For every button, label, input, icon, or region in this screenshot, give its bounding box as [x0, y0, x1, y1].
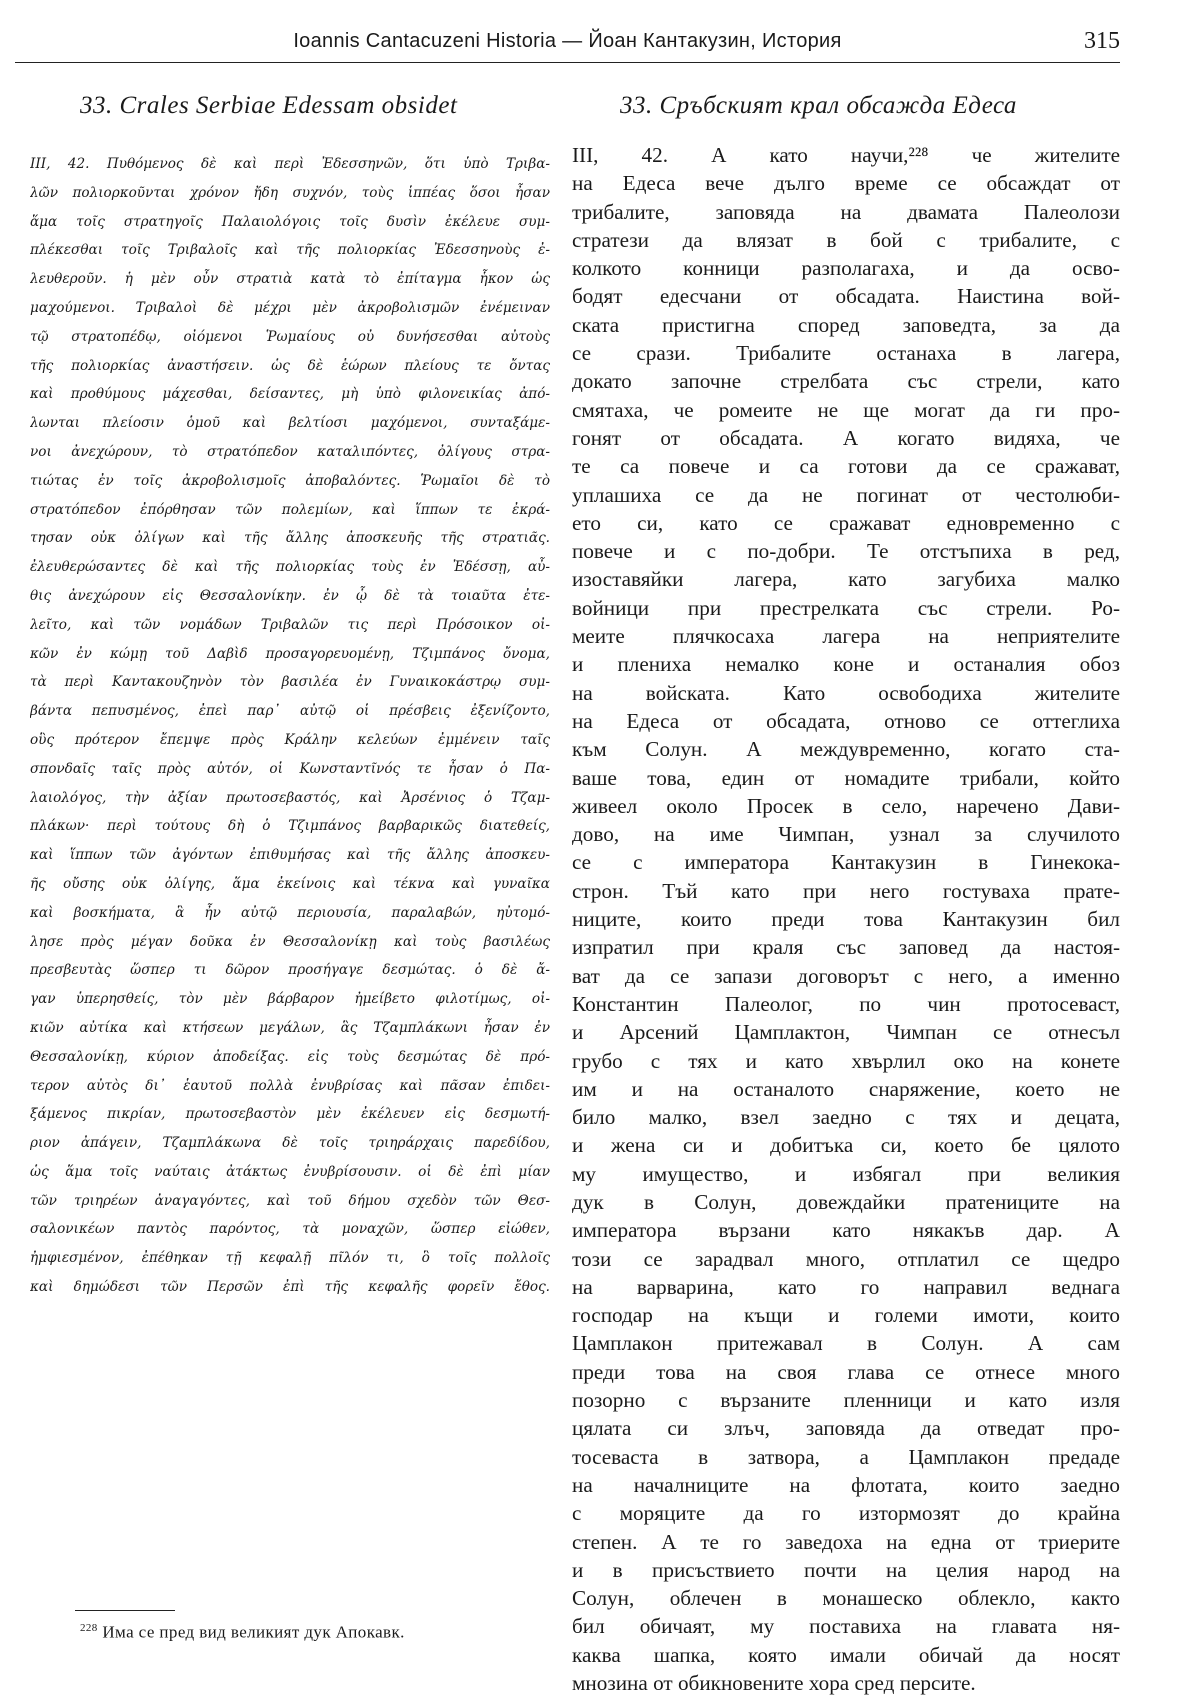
- bulgarian-text-line: те са повече и са готови да се сражават,: [572, 454, 1120, 479]
- greek-text-line: III, 42. Πυθόμενος δὲ καὶ περὶ Ἐδεσσηνῶν, ὅτι ὑπὸ Τριβα-: [30, 156, 550, 172]
- bulgarian-text-line: им и на останалото снаряжение, което не: [572, 1076, 1120, 1101]
- bulgarian-text-line: смятаха, че ромеите не ще могат да ги про-: [572, 397, 1120, 422]
- running-title: Ioannis Cantacuzeni Historia — Йоан Кантакузин, История: [293, 30, 842, 52]
- greek-text-line: ριον ἀπάγειν, Τζαμπλάκωνα δὲ τοῖς τριηράρχαις παρεδίδου,: [30, 1135, 550, 1152]
- bulgarian-text-line: цялата си злъч, заповяда да отведат про-: [572, 1416, 1120, 1441]
- greek-text-line: βάντα πεπυσμένος, ἐπεὶ παρ᾽ αὐτῷ οἱ πρέσβεις ἐξενίζοντο,: [30, 703, 550, 720]
- bulgarian-text-line: войници при престрелката със стрели. Ро-: [572, 595, 1120, 620]
- greek-text-line: λεῖτο, καὶ τῶν νομάδων Τριβαλῶν τις περὶ Πρόσοικον οἰ-: [30, 616, 550, 633]
- greek-text-line: οὓς πρότερον ἔπεμψε πρὸς Κράλην κελεύων ἐμμένειν ταῖς: [30, 731, 550, 748]
- bulgarian-text-line: бил обичаят, му поставиха на главата ня-: [572, 1614, 1120, 1639]
- bulgarian-text-line: тосеваста в затвора, а Цамплакон предаде: [572, 1444, 1120, 1469]
- bulgarian-text-line: живеел около Просек в село, наречено Дави-: [572, 793, 1120, 818]
- page-number: 315: [1084, 28, 1120, 54]
- bulgarian-text-line: изпратил при краля със заповед да настоя-: [572, 935, 1120, 960]
- greek-text-line: τῶν τριηρέων ἀναγαγόντες, καὶ τοῦ δήμου σχεδὸν τῶν Θεσ-: [30, 1192, 550, 1209]
- bulgarian-text-line: ето си, като се сражават едновременно с: [572, 510, 1120, 535]
- bulgarian-text-line: било малко, взел заедно с тях и децата,: [572, 1105, 1120, 1130]
- bulgarian-text-line: му имущество, и избягал при великия: [572, 1161, 1120, 1186]
- bulgarian-text-line: трибалите, заповяда на двамата Палеолози: [572, 199, 1120, 224]
- bulgarian-text-line: гонят от обсадата. А когато видяха, че: [572, 425, 1120, 450]
- bulgarian-text-line: този се зарадвал много, отплатил се щедро: [572, 1246, 1120, 1271]
- bulgarian-text-line: на началниците на флотата, които заедно: [572, 1472, 1120, 1497]
- greek-text-line: Θεσσαλονίκῃ, κύριον ἀποδείξας. εἰς τοὺς δεσμώτας δὲ πρό-: [30, 1048, 550, 1065]
- bulgarian-text-line: докато започне стрелбата със стрели, като: [572, 369, 1120, 394]
- bulgarian-text-line: позорно с вързаните пленници и като изля: [572, 1388, 1120, 1413]
- bulgarian-text-line: стратези да влязат в бой с трибалите, с: [572, 227, 1120, 252]
- bulgarian-text-line: бодят едесчани от обсадата. Наистина вой-: [572, 284, 1120, 309]
- bulgarian-text-line: строн. Тъй като при него гостуваха прате-: [572, 878, 1120, 903]
- running-head: [15, 22, 1120, 63]
- greek-text-column: [30, 150, 550, 1302]
- bulgarian-section-title: 33. Сръбският крал обсажда Едеса: [620, 92, 1017, 119]
- footnote: [80, 1622, 405, 1643]
- bulgarian-text-line: III, 42. А като научи,²²⁸ че жителите: [572, 143, 1120, 167]
- greek-text-line: καὶ ἵππων τῶν ἀγόντων ἐπιθυμήσας καὶ τῆς ἄλλης ἀποσκευ-: [30, 847, 550, 864]
- bulgarian-text-line: каква шапка, която имали обичай да носят: [572, 1642, 1120, 1667]
- greek-text-line: σαλονικέων παντὸς παρόντος, τὰ μοναχῶν, ὥσπερ εἰώθεν,: [30, 1221, 550, 1238]
- bulgarian-text-line: степен. А те го заведоха на една от триерите: [572, 1529, 1120, 1554]
- greek-section-title: 33. Crales Serbiae Edessam obsidet: [80, 92, 458, 119]
- bulgarian-text-line: мнозина от обикновените хора сред персите.: [572, 1671, 976, 1696]
- greek-text-line: καὶ προθύμους μάχεσθαι, δείσαντες, μὴ ὑπὸ φιλονεικίας ἀπό-: [30, 386, 550, 403]
- greek-text-line: νοι ἀνεχώρουν, τὸ στρατόπεδον καταλιπόντες, ὀλίγους στρα-: [30, 443, 550, 460]
- greek-text-line: γαν ὑπερησθείς, τὸν μὲν βάρβαρον ἠμείβετο φιλοτίμως, οἰ-: [30, 991, 550, 1008]
- greek-text-line: στρατόπεδον ἐπόρθησαν τῶν πολεμίων, καὶ ἵππων τε ἐκρά-: [30, 501, 550, 518]
- greek-text-line: λωνται πλείοσιν ὁμοῦ καὶ βελτίοσι μαχόμενοι, συνταξάμε-: [30, 415, 550, 432]
- greek-text-line: ἠμφιεσμένον, ἐπέθηκαν τῇ κεφαλῇ πῖλόν τι, ὃ τοῖς πολλοῖς: [30, 1250, 550, 1267]
- footnote-mark: 228: [80, 1622, 98, 1634]
- bulgarian-text-line: колкото конници разполагаха, и да осво-: [572, 256, 1120, 281]
- bulgarian-text-line: и жена си и добитъка си, което бе цялото: [572, 1133, 1120, 1158]
- bulgarian-text-line: грубо с тях и като хвърлил око на конете: [572, 1048, 1120, 1073]
- bulgarian-text-line: меите плячкосаха лагера на неприятелите: [572, 624, 1120, 649]
- greek-text-line: πρεσβευτὰς ὥσπερ τι δῶρον προσήγαγε δεσμώτας. ὁ δὲ ἄ-: [30, 962, 550, 979]
- bulgarian-text-line: преди това на своя глава се отнесе много: [572, 1359, 1120, 1384]
- bulgarian-text-line: императора вързани като някакъв дар. А: [572, 1218, 1120, 1243]
- bulgarian-text-line: и в присъствието почти на целия народ на: [572, 1557, 1120, 1582]
- bulgarian-text-line: се с императора Кантакузин в Гинекока-: [572, 850, 1120, 875]
- greek-text-line: τιώτας ἐν τοῖς ἀκροβολισμοῖς ἀποβαλόντες. Ῥωμαῖοι δὲ τὸ: [30, 472, 550, 489]
- greek-text-line: ἐλευθερώσαντες δὲ καὶ τῆς πολιορκίας τοὺς ἐν Ἐδέσσῃ, αὖ-: [30, 559, 550, 576]
- footnote-text: Има се пред вид великият дук Апокавк.: [102, 1622, 405, 1642]
- greek-text-line: πλάκων· περὶ τούτους δὴ ὁ Τζιμπάνος βαρβαρικῶς διατεθείς,: [30, 818, 550, 835]
- greek-text-line: τῆς πολιορκίας ἀναστήσειν. ὡς δὲ ἑώρων πλείους τε ὄντας: [30, 357, 550, 374]
- bulgarian-text-line: с моряците да го изтормозят до крайна: [572, 1501, 1120, 1526]
- bulgarian-text-line: и плениха немалко коне и останалия обоз: [572, 652, 1120, 677]
- greek-text-line: λευθεροῦν. ἡ μὲν οὖν στρατιὰ κατὰ τὸ ἐπίταγμα ἧκον ὡς: [30, 271, 550, 288]
- greek-text-line: λησε πρὸς μέγαν δοῦκα ἐν Θεσσαλονίκῃ καὶ τοὺς βασιλέως: [30, 933, 550, 950]
- greek-text-line: ῆς οὔσης οὐκ ὀλίγης, ἅμα ἐκείνοις καὶ τέκνα καὶ γυναῖκα: [30, 875, 550, 892]
- greek-text-line: λαιολόγος, τὴν ἀξίαν πρωτοσεβαστός, καὶ Ἀρσένιος ὁ Τζαμ-: [30, 789, 550, 806]
- bulgarian-text-line: на варварина, като го направил веднага: [572, 1274, 1120, 1299]
- bulgarian-text-line: на войската. Като освободиха жителите: [572, 680, 1120, 705]
- greek-text-line: τησαν οὐκ ὀλίγων καὶ τῆς ἄλλης ἀποσκευῆς τῆς στρατιᾶς.: [30, 530, 550, 547]
- bulgarian-text-line: изоставяйки лагера, като загубиха малко: [572, 567, 1120, 592]
- bulgarian-text-line: Цамплакон притежавал в Солун. А сам: [572, 1331, 1120, 1356]
- greek-text-line: πλέκεσθαι τοῖς Τριβαλοῖς καὶ τῆς πολιορκίας Ἐδεσσηνοὺς ἐ-: [30, 242, 550, 259]
- greek-text-line: μαχούμενοι. Τριβαλοὶ δὲ μέχρι μὲν ἀκροβολισμῶν ἐνέμειναν: [30, 299, 550, 316]
- greek-text-line: τερον αὐτὸς δι᾽ ἑαυτοῦ πολλὰ ἐνυβρίσας καὶ πᾶσαν ἐπιδει-: [30, 1077, 550, 1094]
- greek-text-line: ἅμα τοῖς στρατηγοῖς Παλαιολόγοις τοῖς δυσὶν ἐκέλευε συμ-: [30, 213, 550, 230]
- bulgarian-text-column: [572, 141, 1120, 1697]
- greek-text-line: λῶν πολιορκοῦνται χρόνον ἤδη συχνόν, τοὺς ἱππέας ὅσοι ἦσαν: [30, 184, 550, 201]
- greek-text-line: σπονδαῖς ταῖς πρὸς αὐτόν, οἱ Κωνσταντῖνός τε ἦσαν ὁ Πα-: [30, 760, 550, 777]
- greek-text-line: καὶ δημώδεσι τῶν Περσῶν ἐπὶ τῆς κεφαλῆς φορεῖν ἔθος.: [30, 1279, 550, 1296]
- bulgarian-text-line: и Арсений Цамплактон, Чимпан се отнесъл: [572, 1020, 1120, 1045]
- greek-text-line: κῶν ἐν κώμῃ τοῦ Δαβὶδ προσαγορευομένῃ, Τζιμπάνος ὄνομα,: [30, 645, 550, 662]
- bulgarian-text-line: ниците, които преди това Кантакузин бил: [572, 907, 1120, 932]
- greek-text-line: τῷ στρατοπέδῳ, οἰόμενοι Ῥωμαίους οὐ δυνήσεσθαι αὐτοὺς: [30, 328, 550, 345]
- bulgarian-text-line: господар на къщи и големи имоти, които: [572, 1303, 1120, 1328]
- bulgarian-text-line: повече и с по-добри. Те отстъпиха в ред,: [572, 539, 1120, 564]
- greek-text-line: θις ἀνεχώρουν εἰς Θεσσαλονίκην. ἐν ᾧ δὲ τὰ τοιαῦτα ἐτε-: [30, 587, 550, 604]
- greek-text-line: ὡς ἅμα τοῖς ναύταις ἀτάκτως ἐνυβρίσουσιν. οἱ δὲ ἐπὶ μίαν: [30, 1163, 550, 1180]
- bulgarian-text-line: уплашиха се да не погинат от честолюби-: [572, 482, 1120, 507]
- bulgarian-text-line: дово, на име Чимпан, узнал за случилото: [572, 822, 1120, 847]
- bulgarian-text-line: дук в Солун, довеждайки пратениците на: [572, 1189, 1120, 1214]
- greek-text-line: τὰ περὶ Καντακουζηνὸν τὸν βασιλέα ἐν Γυναικοκάστρῳ συμ-: [30, 674, 550, 691]
- bulgarian-text-line: към Солун. А междувременно, когато ста-: [572, 737, 1120, 762]
- bulgarian-text-line: Солун, облечен в монашеско облекло, както: [572, 1586, 1120, 1611]
- bulgarian-text-line: Константин Палеолог, по чин протосеваст,: [572, 991, 1120, 1016]
- greek-text-line: καὶ βοσκήματα, ἃ ἦν αὐτῷ περιουσία, παραλαβών, ηὐτομό-: [30, 904, 550, 921]
- bulgarian-text-line: ват да се запази договорът с него, а именно: [572, 963, 1120, 988]
- footnote-rule: [75, 1610, 175, 1611]
- bulgarian-text-line: ската пристигна според заповедта, за да: [572, 312, 1120, 337]
- greek-text-line: ξάμενος πικρίαν, πρωτοσεβαστὸν μὲν ἐκέλευεν εἰς δεσμωτή-: [30, 1106, 550, 1123]
- bulgarian-text-line: ваше това, един от номадите трибали, който: [572, 765, 1120, 790]
- bulgarian-text-line: се срази. Трибалите останаха в лагера,: [572, 341, 1120, 366]
- bulgarian-text-line: на Едеса вече дълго време се обсаждат от: [572, 171, 1120, 196]
- bulgarian-text-line: на Едеса от обсадата, отново се оттеглиха: [572, 708, 1120, 733]
- greek-text-line: κιῶν αὐτίκα καὶ κτήσεων μεγάλων, ἃς Τζαμπλάκωνι ἦσαν ἐν: [30, 1019, 550, 1036]
